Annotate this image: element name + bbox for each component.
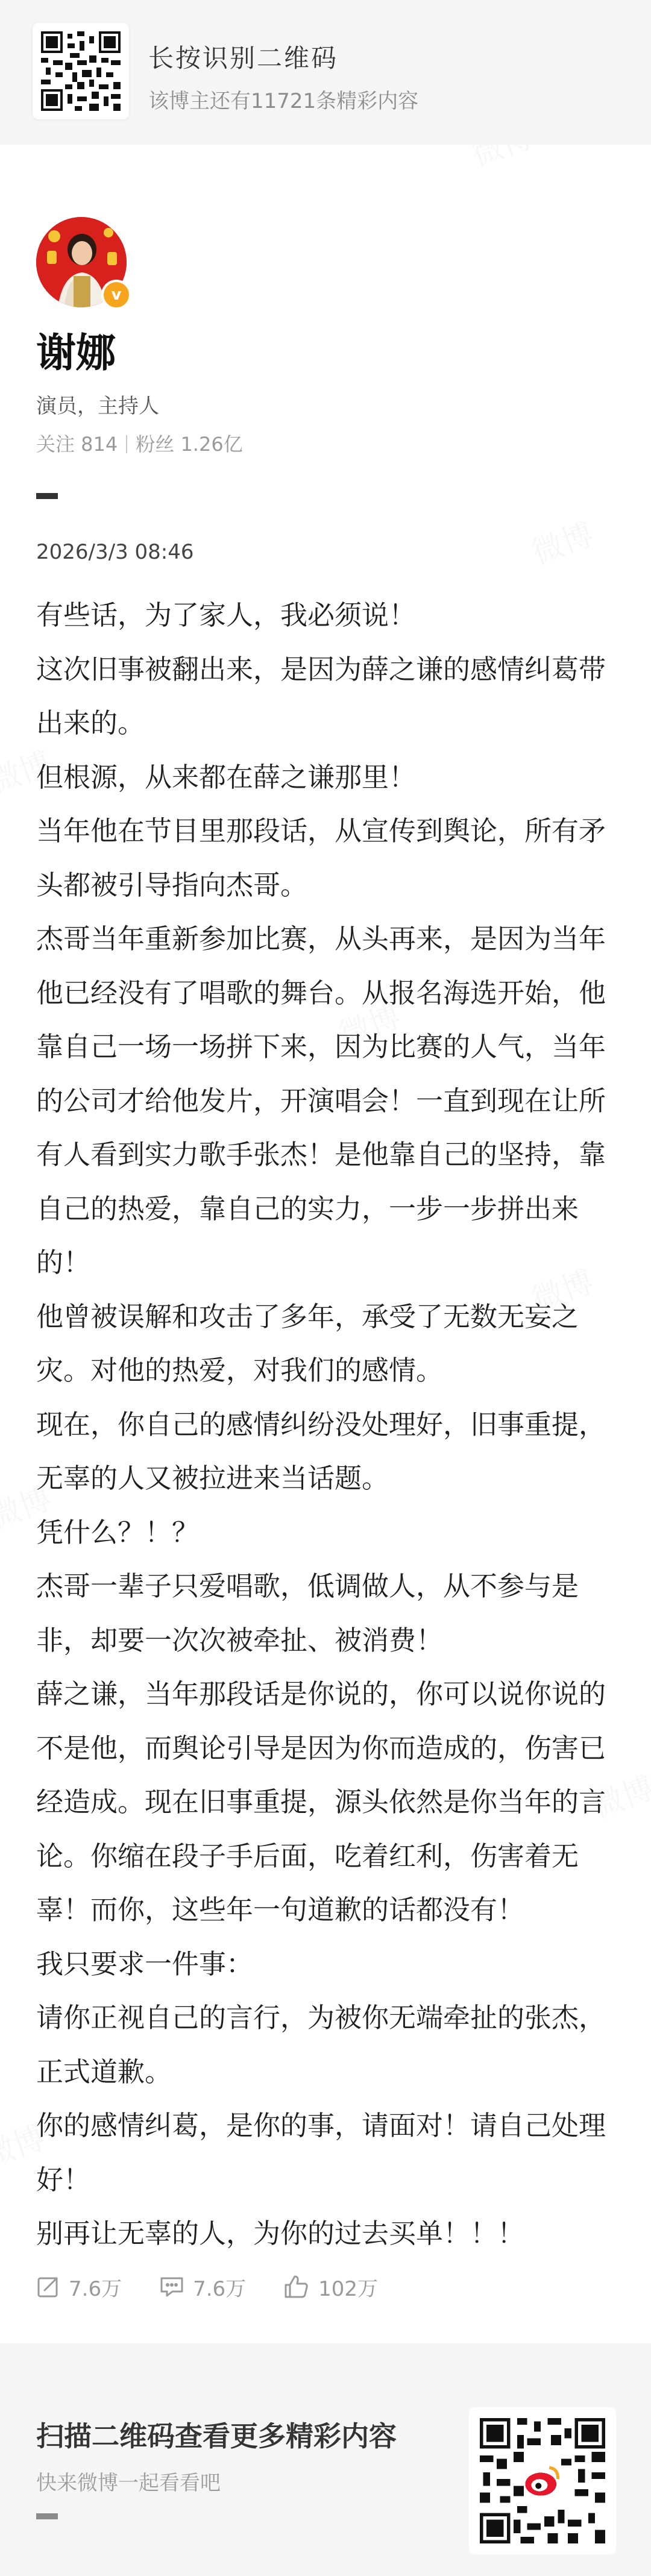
like-button[interactable] [283, 2272, 378, 2302]
follow-count: 关注 814 [36, 433, 118, 456]
post-paragraph: 但根源，从来都在薛之谦那里！ [36, 761, 417, 793]
comment-icon [159, 2275, 184, 2299]
post-paragraph: 你的感情纠葛，是你的事，请面对！请自己处理好！ [36, 2109, 606, 2196]
qr-banner-subtitle: 该博主还有11721条精彩内容 [148, 89, 419, 113]
post-paragraph: 凭什么？！？ [36, 1516, 200, 1548]
comment-button[interactable] [159, 2272, 246, 2302]
post-paragraph: 杰哥一辈子只爱唱歌，低调做人，从不参与是非，却要一次次被牵扯、被消费！ [36, 1570, 579, 1656]
bottom-qr-banner [0, 2343, 651, 2576]
post-paragraph: 现在，你自己的感情纠纷没处理好，旧事重提，无辜的人又被拉进来当话题。 [36, 1408, 606, 1494]
action-bar [36, 2270, 415, 2304]
post-paragraph: 别再让无辜的人，为你的过去买单！！！ [36, 2217, 525, 2249]
weibo-qr-code-icon[interactable] [469, 2407, 616, 2554]
author-description: 演员，主持人 [36, 394, 159, 418]
repost-icon [36, 2275, 60, 2299]
bottom-divider [36, 2513, 58, 2519]
post-paragraph: 杰哥当年重新参加比赛，从头再来，是因为当年他已经没有了唱歌的舞台。从报名海选开始，他靠自己一场一场拼下来，因为比赛的人气，当年的公司才给他发片，开演唱会！一直到现在让所有人看到实力歌手张杰！是他靠自己的坚持，靠自己的热爱，靠自己的实力，一步一步拼出来的！ [36, 923, 606, 1278]
watermark-text [524, 509, 599, 573]
repost-count: 7.6万 [69, 2276, 122, 2301]
section-divider [36, 493, 58, 499]
post-paragraph: 请你正视自己的言行，为被你无端牵扯的张杰，正式道歉。 [36, 2002, 606, 2088]
thumbs-up-icon [283, 2274, 310, 2299]
post-paragraph: 有些话，为了家人，我必须说！ [36, 599, 417, 631]
post-paragraph: 他曾被误解和攻击了多年，承受了无数无妄之灾。对他的热爱，对我们的感情。 [36, 1300, 579, 1386]
bottom-banner-title: 扫描二维码查看更多精彩内容 [36, 2420, 397, 2452]
qr-banner-title: 长按识别二维码 [148, 43, 339, 73]
post-paragraph: 我只要求一件事： [36, 1947, 254, 1980]
top-qr-banner [0, 0, 651, 145]
fans-count: 粉丝 1.26亿 [136, 433, 243, 456]
repost-button[interactable] [36, 2272, 122, 2302]
qr-code-icon[interactable] [33, 23, 129, 119]
bottom-banner-subtitle: 快来微博一起看看吧 [36, 2471, 221, 2495]
post-paragraph: 薛之谦，当年那段话是你说的，你可以说你说的不是他，而舆论引导是因为你而造成的，伤害已经造成。现在旧事重提，源头依然是你当年的言论。你缩在段子手后面，吃着红利，伤害着无辜！而你，这些年一句道歉的话都没有！ [36, 1678, 606, 1926]
post-body [36, 588, 618, 2261]
author-name[interactable]: 谢娜 [36, 330, 116, 376]
verified-badge-icon: v [101, 280, 131, 310]
like-count: 102万 [318, 2276, 379, 2301]
post-timestamp: 2026/3/3 08:46 [36, 540, 194, 564]
comment-count: 7.6万 [193, 2276, 247, 2301]
post-paragraph: 这次旧事被翻出来，是因为薛之谦的感情纠葛带出来的。 [36, 653, 606, 739]
post-paragraph: 当年他在节目里那段话，从宣传到舆论，所有矛头都被引导指向杰哥。 [36, 815, 606, 901]
stats-divider [126, 435, 127, 453]
author-stats [36, 429, 243, 457]
